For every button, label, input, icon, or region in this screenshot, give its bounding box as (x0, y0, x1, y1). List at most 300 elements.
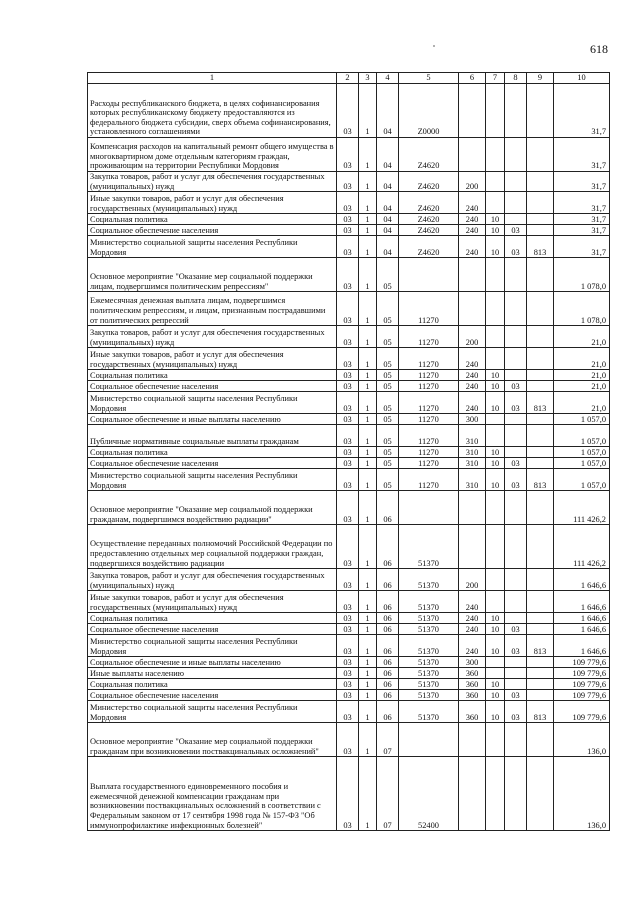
subsection-code-cell (505, 591, 527, 613)
header-row (88, 73, 610, 84)
ministry-code-cell (527, 138, 554, 172)
table-row (88, 701, 610, 723)
row-name-cell: Социальная политика (88, 370, 337, 381)
program-code-cell: 1 (359, 458, 377, 469)
subprogram-code-cell: 05 (377, 392, 399, 414)
expense-type-cell: 310 (459, 425, 486, 447)
header-cell: 7 (486, 73, 505, 84)
row-name-cell: Публичные нормативные социальные выплаты гражданам (88, 425, 337, 447)
ministry-code-cell (527, 381, 554, 392)
admin-code-cell: 03 (337, 525, 359, 569)
ministry-code-cell (527, 84, 554, 138)
amount-cell: 109 779,6 (554, 657, 610, 668)
program-code-cell: 1 (359, 392, 377, 414)
subsection-code-cell (505, 447, 527, 458)
expense-type-cell (459, 138, 486, 172)
subprogram-code-cell: 06 (377, 701, 399, 723)
admin-code-cell: 03 (337, 414, 359, 425)
program-code-cell: 1 (359, 569, 377, 591)
admin-code-cell: 03 (337, 214, 359, 225)
row-name-cell: Иные закупки товаров, работ и услуг для обеспечения государственных (муниципальных) нужд (88, 192, 337, 214)
expense-type-cell (459, 723, 486, 757)
program-code-cell: 1 (359, 591, 377, 613)
target-article-cell: 52400 (399, 757, 459, 831)
table-row (88, 591, 610, 613)
program-code-cell: 1 (359, 657, 377, 668)
row-name-cell: Министерство социальной защиты населения Республики Мордовия (88, 236, 337, 258)
subprogram-code-cell: 05 (377, 348, 399, 370)
ministry-code-cell (527, 690, 554, 701)
amount-cell: 31,7 (554, 84, 610, 138)
expense-type-cell (459, 491, 486, 525)
admin-code-cell: 03 (337, 326, 359, 348)
subprogram-code-cell: 05 (377, 425, 399, 447)
subprogram-code-cell: 04 (377, 214, 399, 225)
ministry-code-cell (527, 657, 554, 668)
ministry-code-cell (527, 225, 554, 236)
amount-cell: 1 057,0 (554, 414, 610, 425)
admin-code-cell: 03 (337, 381, 359, 392)
table-row (88, 414, 610, 425)
amount-cell: 1 646,6 (554, 635, 610, 657)
admin-code-cell: 03 (337, 757, 359, 831)
ministry-code-cell (527, 258, 554, 292)
section-code-cell (486, 491, 505, 525)
section-code-cell (486, 591, 505, 613)
amount-cell: 31,7 (554, 172, 610, 192)
row-name-cell: Социальное обеспечение населения (88, 225, 337, 236)
scan-speck (433, 45, 435, 47)
expense-type-cell: 240 (459, 225, 486, 236)
amount-cell: 111 426,2 (554, 491, 610, 525)
amount-cell: 31,7 (554, 225, 610, 236)
target-article-cell: 51370 (399, 679, 459, 690)
admin-code-cell: 03 (337, 84, 359, 138)
ministry-code-cell (527, 624, 554, 635)
amount-cell: 109 779,6 (554, 668, 610, 679)
subprogram-code-cell: 06 (377, 679, 399, 690)
expense-type-cell: 240 (459, 392, 486, 414)
subsection-code-cell (505, 668, 527, 679)
section-code-cell: 10 (486, 214, 505, 225)
expense-type-cell (459, 258, 486, 292)
expense-type-cell: 300 (459, 414, 486, 425)
row-name-cell: Закупка товаров, работ и услуг для обеспечения государственных (муниципальных) нужд (88, 569, 337, 591)
header-cell: 6 (459, 73, 486, 84)
amount-cell: 111 426,2 (554, 525, 610, 569)
header-cell: 3 (359, 73, 377, 84)
program-code-cell: 1 (359, 370, 377, 381)
amount-cell: 1 057,0 (554, 469, 610, 491)
section-code-cell: 10 (486, 613, 505, 624)
amount-cell: 21,0 (554, 381, 610, 392)
subprogram-code-cell: 04 (377, 192, 399, 214)
expense-type-cell: 310 (459, 447, 486, 458)
amount-cell: 1 646,6 (554, 613, 610, 624)
table-row (88, 469, 610, 491)
table-row (88, 757, 610, 831)
expense-type-cell: 240 (459, 624, 486, 635)
amount-cell: 1 078,0 (554, 258, 610, 292)
subsection-code-cell (505, 348, 527, 370)
admin-code-cell: 03 (337, 613, 359, 624)
target-article-cell: 51370 (399, 657, 459, 668)
program-code-cell: 1 (359, 690, 377, 701)
table-row (88, 370, 610, 381)
subsection-code-cell (505, 679, 527, 690)
target-article-cell: 51370 (399, 569, 459, 591)
row-name-cell: Закупка товаров, работ и услуг для обеспечения государственных (муниципальных) нужд (88, 326, 337, 348)
subsection-code-cell (505, 292, 527, 326)
admin-code-cell: 03 (337, 624, 359, 635)
row-name-cell: Социальная политика (88, 613, 337, 624)
subsection-code-cell (505, 569, 527, 591)
target-article-cell: 11270 (399, 392, 459, 414)
admin-code-cell: 03 (337, 138, 359, 172)
subsection-code-cell (505, 214, 527, 225)
row-name-cell: Компенсация расходов на капитальный ремонт общего имущества в многоквартирном доме отдельным категориям граждан, проживающим на территории Республики Мордовия (88, 138, 337, 172)
section-code-cell: 10 (486, 392, 505, 414)
amount-cell: 109 779,6 (554, 679, 610, 690)
header-cell: 2 (337, 73, 359, 84)
amount-cell: 109 779,6 (554, 701, 610, 723)
subsection-code-cell: 03 (505, 458, 527, 469)
subsection-code-cell (505, 192, 527, 214)
table-row (88, 172, 610, 192)
admin-code-cell: 03 (337, 370, 359, 381)
section-code-cell (486, 668, 505, 679)
amount-cell: 31,7 (554, 214, 610, 225)
ministry-code-cell: 813 (527, 236, 554, 258)
section-code-cell (486, 569, 505, 591)
subsection-code-cell (505, 757, 527, 831)
subprogram-code-cell: 05 (377, 469, 399, 491)
subprogram-code-cell: 07 (377, 723, 399, 757)
expense-type-cell: 200 (459, 172, 486, 192)
program-code-cell: 1 (359, 525, 377, 569)
subsection-code-cell (505, 613, 527, 624)
subprogram-code-cell: 06 (377, 657, 399, 668)
row-name-cell: Социальная политика (88, 447, 337, 458)
section-code-cell (486, 326, 505, 348)
subsection-code-cell: 03 (505, 635, 527, 657)
table-row (88, 348, 610, 370)
amount-cell: 31,7 (554, 138, 610, 172)
subsection-code-cell (505, 425, 527, 447)
admin-code-cell: 03 (337, 569, 359, 591)
subprogram-code-cell: 06 (377, 613, 399, 624)
subsection-code-cell (505, 172, 527, 192)
section-code-cell: 10 (486, 458, 505, 469)
expense-type-cell: 360 (459, 690, 486, 701)
table-row (88, 613, 610, 624)
admin-code-cell: 03 (337, 258, 359, 292)
section-code-cell: 10 (486, 690, 505, 701)
subprogram-code-cell: 06 (377, 525, 399, 569)
target-article-cell: 51370 (399, 591, 459, 613)
admin-code-cell: 03 (337, 458, 359, 469)
target-article-cell: 51370 (399, 525, 459, 569)
section-code-cell (486, 138, 505, 172)
admin-code-cell: 03 (337, 225, 359, 236)
subprogram-code-cell: 05 (377, 414, 399, 425)
section-code-cell (486, 425, 505, 447)
table-row (88, 192, 610, 214)
program-code-cell: 1 (359, 292, 377, 326)
section-code-cell (486, 723, 505, 757)
target-article-cell (399, 491, 459, 525)
section-code-cell (486, 258, 505, 292)
subprogram-code-cell: 06 (377, 569, 399, 591)
subprogram-code-cell: 07 (377, 757, 399, 831)
target-article-cell: 11270 (399, 326, 459, 348)
table-row (88, 258, 610, 292)
section-code-cell: 10 (486, 381, 505, 392)
expense-type-cell (459, 757, 486, 831)
table-row (88, 569, 610, 591)
program-code-cell: 1 (359, 192, 377, 214)
ministry-code-cell (527, 292, 554, 326)
header-cell: 4 (377, 73, 399, 84)
expense-type-cell: 240 (459, 591, 486, 613)
ministry-code-cell (527, 668, 554, 679)
ministry-code-cell (527, 326, 554, 348)
admin-code-cell: 03 (337, 469, 359, 491)
program-code-cell: 1 (359, 701, 377, 723)
table-row (88, 292, 610, 326)
row-name-cell: Иные выплаты населению (88, 668, 337, 679)
row-name-cell: Основное мероприятие "Оказание мер социальной поддержки лицам, подвергшимся политическим репрессиям" (88, 258, 337, 292)
ministry-code-cell: 813 (527, 635, 554, 657)
table-row (88, 425, 610, 447)
subsection-code-cell: 03 (505, 225, 527, 236)
amount-cell: 21,0 (554, 326, 610, 348)
subsection-code-cell: 03 (505, 236, 527, 258)
section-code-cell (486, 525, 505, 569)
expense-type-cell: 310 (459, 469, 486, 491)
program-code-cell: 1 (359, 348, 377, 370)
row-name-cell: Выплата государственного единовременного пособия и ежемесячной денежной компенсации гражданам при возникновении поствакцинальных осложнений в соответствии с Федеральным законом от 17 сентября 1998 года № 157-ФЗ "Об иммунопрофилактике инфекционных болезней" (88, 757, 337, 831)
target-article-cell: 11270 (399, 469, 459, 491)
program-code-cell: 1 (359, 84, 377, 138)
row-name-cell: Социальное обеспечение населения (88, 690, 337, 701)
amount-cell: 31,7 (554, 192, 610, 214)
program-code-cell: 1 (359, 668, 377, 679)
expense-type-cell: 240 (459, 236, 486, 258)
admin-code-cell: 03 (337, 292, 359, 326)
admin-code-cell: 03 (337, 172, 359, 192)
subprogram-code-cell: 04 (377, 138, 399, 172)
subsection-code-cell: 03 (505, 701, 527, 723)
target-article-cell: Z0000 (399, 84, 459, 138)
subprogram-code-cell: 05 (377, 381, 399, 392)
amount-cell: 1 057,0 (554, 447, 610, 458)
admin-code-cell: 03 (337, 657, 359, 668)
ministry-code-cell (527, 414, 554, 425)
ministry-code-cell (527, 425, 554, 447)
ministry-code-cell: 813 (527, 469, 554, 491)
expense-type-cell (459, 84, 486, 138)
target-article-cell: Z4620 (399, 192, 459, 214)
expense-type-cell: 200 (459, 326, 486, 348)
program-code-cell: 1 (359, 414, 377, 425)
table-row (88, 381, 610, 392)
table-row (88, 326, 610, 348)
row-name-cell: Социальное обеспечение и иные выплаты населению (88, 657, 337, 668)
target-article-cell: 11270 (399, 425, 459, 447)
subprogram-code-cell: 04 (377, 172, 399, 192)
subsection-code-cell (505, 491, 527, 525)
row-name-cell: Социальная политика (88, 679, 337, 690)
table-row (88, 723, 610, 757)
section-code-cell: 10 (486, 624, 505, 635)
subsection-code-cell (505, 258, 527, 292)
expense-type-cell: 240 (459, 192, 486, 214)
target-article-cell: 51370 (399, 635, 459, 657)
subprogram-code-cell: 06 (377, 635, 399, 657)
row-name-cell: Социальная политика (88, 214, 337, 225)
admin-code-cell: 03 (337, 701, 359, 723)
row-name-cell: Министерство социальной защиты населения Республики Мордовия (88, 701, 337, 723)
expense-type-cell: 240 (459, 370, 486, 381)
target-article-cell: 51370 (399, 690, 459, 701)
subsection-code-cell (505, 370, 527, 381)
admin-code-cell: 03 (337, 491, 359, 525)
table-row (88, 525, 610, 569)
subsection-code-cell (505, 723, 527, 757)
section-code-cell (486, 172, 505, 192)
ministry-code-cell (527, 348, 554, 370)
section-code-cell: 10 (486, 635, 505, 657)
expense-type-cell: 240 (459, 348, 486, 370)
target-article-cell (399, 723, 459, 757)
amount-cell: 1 057,0 (554, 425, 610, 447)
expense-type-cell: 360 (459, 679, 486, 690)
expense-type-cell (459, 525, 486, 569)
target-article-cell: Z4620 (399, 214, 459, 225)
subsection-code-cell: 03 (505, 392, 527, 414)
target-article-cell (399, 258, 459, 292)
page-number: 618 (590, 42, 608, 56)
expense-type-cell: 240 (459, 613, 486, 624)
program-code-cell: 1 (359, 225, 377, 236)
subprogram-code-cell: 05 (377, 458, 399, 469)
target-article-cell: Z4620 (399, 172, 459, 192)
program-code-cell: 1 (359, 613, 377, 624)
program-code-cell: 1 (359, 381, 377, 392)
subsection-code-cell (505, 138, 527, 172)
program-code-cell: 1 (359, 447, 377, 458)
section-code-cell (486, 84, 505, 138)
admin-code-cell: 03 (337, 690, 359, 701)
program-code-cell: 1 (359, 258, 377, 292)
target-article-cell: 51370 (399, 613, 459, 624)
subsection-code-cell: 03 (505, 624, 527, 635)
subprogram-code-cell: 05 (377, 258, 399, 292)
subprogram-code-cell: 05 (377, 292, 399, 326)
program-code-cell: 1 (359, 723, 377, 757)
target-article-cell: 11270 (399, 447, 459, 458)
table-row (88, 690, 610, 701)
subprogram-code-cell: 04 (377, 84, 399, 138)
amount-cell: 1 646,6 (554, 569, 610, 591)
row-name-cell: Основное мероприятие "Оказание мер социальной поддержки гражданам, подвергшимся воздействию радиации" (88, 491, 337, 525)
subsection-code-cell (505, 326, 527, 348)
amount-cell: 21,0 (554, 370, 610, 381)
row-name-cell: Иные закупки товаров, работ и услуг для обеспечения государственных (муниципальных) нужд (88, 348, 337, 370)
target-article-cell: Z4620 (399, 236, 459, 258)
expense-type-cell: 240 (459, 214, 486, 225)
row-name-cell: Расходы республиканского бюджета, в целях софинансирования которых республиканскому бюджету предоставляются из федерального бюджета субсидии, сверх объема софинансирования, установленного соглашениями (88, 84, 337, 138)
header-cell: 10 (554, 73, 610, 84)
target-article-cell: 11270 (399, 370, 459, 381)
expense-type-cell: 310 (459, 458, 486, 469)
section-code-cell (486, 757, 505, 831)
ministry-code-cell (527, 172, 554, 192)
program-code-cell: 1 (359, 214, 377, 225)
admin-code-cell: 03 (337, 425, 359, 447)
admin-code-cell: 03 (337, 635, 359, 657)
ministry-code-cell (527, 447, 554, 458)
subsection-code-cell (505, 525, 527, 569)
expense-type-cell: 200 (459, 569, 486, 591)
program-code-cell: 1 (359, 326, 377, 348)
section-code-cell: 10 (486, 225, 505, 236)
section-code-cell: 10 (486, 236, 505, 258)
ministry-code-cell (527, 591, 554, 613)
table-row (88, 635, 610, 657)
subprogram-code-cell: 04 (377, 225, 399, 236)
ministry-code-cell (527, 757, 554, 831)
section-code-cell: 10 (486, 370, 505, 381)
amount-cell: 21,0 (554, 348, 610, 370)
program-code-cell: 1 (359, 491, 377, 525)
target-article-cell: Z4620 (399, 138, 459, 172)
admin-code-cell: 03 (337, 668, 359, 679)
amount-cell: 136,0 (554, 723, 610, 757)
subprogram-code-cell: 05 (377, 447, 399, 458)
table-row (88, 657, 610, 668)
table-row (88, 668, 610, 679)
ministry-code-cell (527, 569, 554, 591)
header-cell: 8 (505, 73, 527, 84)
admin-code-cell: 03 (337, 192, 359, 214)
row-name-cell: Ежемесячная денежная выплата лицам, подвергшимся политическим репрессиям, и лицам, признанным пострадавшими от политических репрессий (88, 292, 337, 326)
table-row (88, 236, 610, 258)
ministry-code-cell (527, 525, 554, 569)
section-code-cell: 10 (486, 701, 505, 723)
admin-code-cell: 03 (337, 392, 359, 414)
table-row (88, 458, 610, 469)
table-row (88, 447, 610, 458)
ministry-code-cell (527, 458, 554, 469)
row-name-cell: Министерство социальной защиты населения Республики Мордовия (88, 635, 337, 657)
admin-code-cell: 03 (337, 679, 359, 690)
expense-type-cell: 240 (459, 635, 486, 657)
admin-code-cell: 03 (337, 591, 359, 613)
target-article-cell: Z4620 (399, 225, 459, 236)
table-row (88, 624, 610, 635)
amount-cell: 1 646,6 (554, 591, 610, 613)
program-code-cell: 1 (359, 236, 377, 258)
table-row (88, 491, 610, 525)
table-row (88, 225, 610, 236)
section-code-cell: 10 (486, 447, 505, 458)
expense-type-cell (459, 292, 486, 326)
program-code-cell: 1 (359, 679, 377, 690)
row-name-cell: Министерство социальной защиты населения Республики Мордовия (88, 469, 337, 491)
ministry-code-cell (527, 214, 554, 225)
